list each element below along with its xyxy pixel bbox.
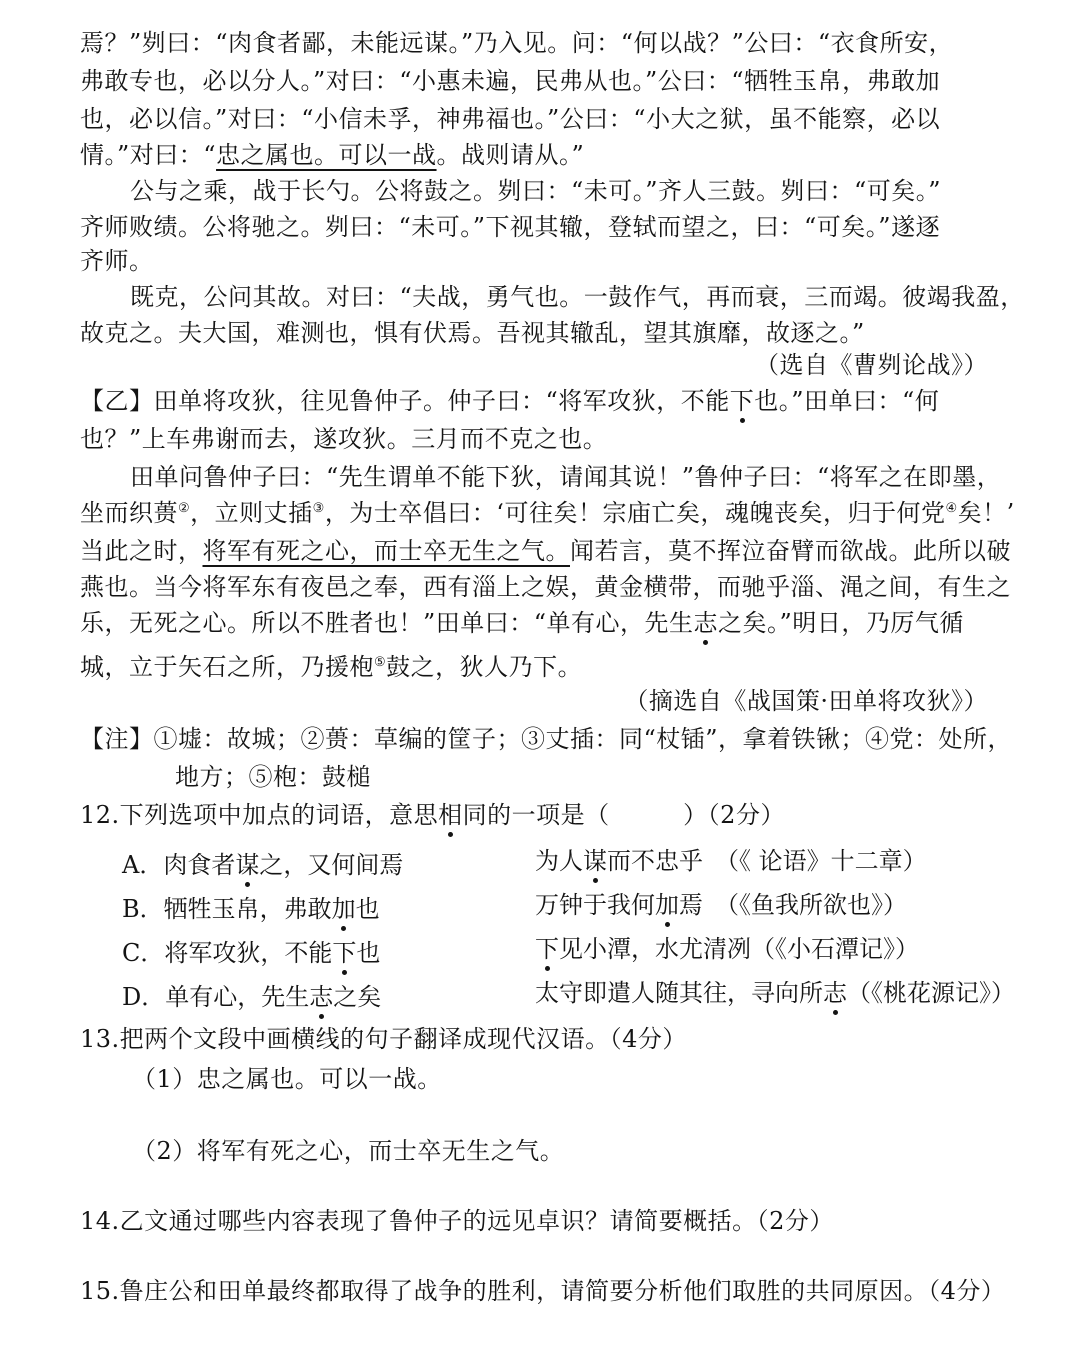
option-d-left: D．单有心，先生志之矣 [122, 983, 382, 1011]
dotted-char-xia: 下 [729, 387, 755, 415]
yi-line-4-a: 坐而织蒉 [80, 499, 178, 527]
yi-line-5-post: 闻若言，莫不挥泣奋臂而欲战。此所以破 [570, 537, 1011, 565]
jia-p3-line-2: 故克之。夫大国，难测也，惧有伏焉。吾视其辙乱，望其旗靡，故逐之。” [80, 319, 865, 347]
jia-line-1: 焉？”刿曰：“肉食者鄙，未能远谋。”乃入见。问：“何以战？”公曰：“衣食所安， [80, 29, 954, 57]
yi-line-7-pre: 乐，无死之心。所以不胜者也！”田单曰：“单有心，先生 [80, 609, 694, 637]
q12-stem-dotted: 相 [438, 801, 463, 829]
yi-line-5 [80, 536, 1011, 566]
q13-stem: 13.把两个文段中画横线的句子翻译成现代汉语。（4分） [80, 1025, 687, 1053]
option-a-right: 为人谋而不忠乎 （《 论语》十二章） [535, 847, 927, 875]
yi-line-1 [80, 386, 939, 416]
option-c-right: 下见小潭，水尤清冽（《小石潭记》） [535, 935, 919, 963]
jia-source: （选自《曹刿论战》） [755, 351, 988, 379]
yi-line-8 [80, 652, 582, 682]
q14-stem: 14.乙文通过哪些内容表现了鲁仲子的远见卓识？请简要概括。（2分） [80, 1207, 834, 1235]
option-a-left: A．肉食者谋之，又何间焉 [122, 851, 404, 879]
jia-p2-line-1: 公与之乘，战于长勺。公将鼓之。刿曰：“未可。”齐人三鼓。刿曰：“可矣。” [130, 177, 942, 205]
underlined-sentence-2: 将军有死之心，而士卒无生之气。 [202, 537, 570, 565]
yi-line-7-post: 之矣。”明日，乃厉气循 [718, 609, 964, 637]
option-b-left: B．牺牲玉帛，弗敢加也 [122, 895, 380, 923]
notes-line-1: 【注】①墟：故城；②蒉：草编的筐子；③丈插：同“杖锸”，拿着铁锹；④党：处所， [80, 725, 1013, 753]
option-c-left: C．将军攻狄，不能下也 [122, 939, 381, 967]
jia-line-2: 弗敢专也，必以分人。”对曰：“小惠未遍，民弗从也。”公曰：“牺牲玉帛，弗敢加 [80, 67, 941, 95]
q12-stem [80, 800, 785, 830]
jia-p2-line-2: 齐师败绩。公将驰之。刿曰：“未可。”下视其辙，登轼而望之，曰：“可矣。”遂逐 [80, 213, 941, 241]
notes-line-2: 地方；⑤枹：鼓槌 [175, 763, 371, 791]
yi-line-3: 田单问鲁仲子曰：“先生谓单不能下狄，请闻其说！”鲁仲子曰：“将军之在即墨， [130, 463, 1002, 491]
yi-line-1-pre: 【乙】田单将攻狄，往见鲁仲子。仲子曰：“将军攻狄，不能 [80, 387, 730, 415]
footnote-2: ② [178, 501, 191, 516]
yi-line-8-b: 鼓之，狄人乃下。 [386, 653, 583, 681]
option-d-right: 太守即遣人随其往，寻向所志（《桃花源记》） [535, 979, 1015, 1007]
jia-p3-line-1: 既克，公问其故。对曰：“夫战，勇气也。一鼓作气，再而衰，三而竭。彼竭我盈， [130, 283, 1025, 311]
footnote-5: ⑤ [374, 655, 387, 670]
q13-sentence-1: （1）忠之属也。可以一战。 [132, 1065, 442, 1093]
jia-p2-line-3: 齐师。 [80, 247, 154, 275]
option-b-right: 万钟于我何加焉 （《鱼我所欲也》） [535, 891, 907, 919]
yi-source: （摘选自《战国策·田单将攻狄》） [624, 687, 988, 715]
jia-line-4-pre: 情。”对曰：“ [80, 141, 217, 169]
q13-sentence-2: （2）将军有死之心，而士卒无生之气。 [132, 1137, 565, 1165]
yi-line-4 [80, 498, 1015, 528]
yi-line-6: 燕也。当今将军东有夜邑之奉，西有淄上之娱，黄金横带，而驰乎淄、渑之间，有生之 [80, 573, 1011, 601]
underlined-sentence-1: 忠之属也。可以一战 [216, 141, 437, 169]
jia-line-4-post: 。战则请从。” [436, 141, 585, 169]
yi-line-5-pre: 当此之时， [80, 537, 203, 565]
yi-line-8-a: 城，立于矢石之所，乃援枹 [80, 653, 374, 681]
footnote-3: ③ [312, 501, 325, 516]
dotted-char-zhi: 志 [693, 609, 719, 637]
q15-stem: 15.鲁庄公和田单最终都取得了战争的胜利，请简要分析他们取胜的共同原因。（4分） [80, 1277, 1006, 1305]
jia-line-4 [80, 140, 584, 170]
footnote-4: ④ [945, 501, 958, 516]
yi-line-4-b: ，立则丈插 [190, 499, 313, 527]
yi-line-4-c: ，为士卒倡曰：‘可往矣！宗庙亡矣，魂魄丧矣，归于何党 [324, 499, 946, 527]
yi-line-2: 也？”上车弗谢而去，遂攻狄。三月而不克之也。 [80, 425, 608, 453]
yi-line-1-post: 也。”田单曰：“何 [754, 387, 940, 415]
q12-stem-post: 同的一项是（ ）（2分） [462, 801, 785, 829]
q12-stem-pre: 12.下列选项中加点的词语，意思 [80, 801, 439, 829]
yi-line-4-d: 矣！’ [957, 499, 1015, 527]
yi-line-7 [80, 608, 964, 638]
jia-line-3: 也，必以信。”对曰：“小信未孚，神弗福也。”公曰：“小大之狱，虽不能察，必以 [80, 105, 941, 133]
